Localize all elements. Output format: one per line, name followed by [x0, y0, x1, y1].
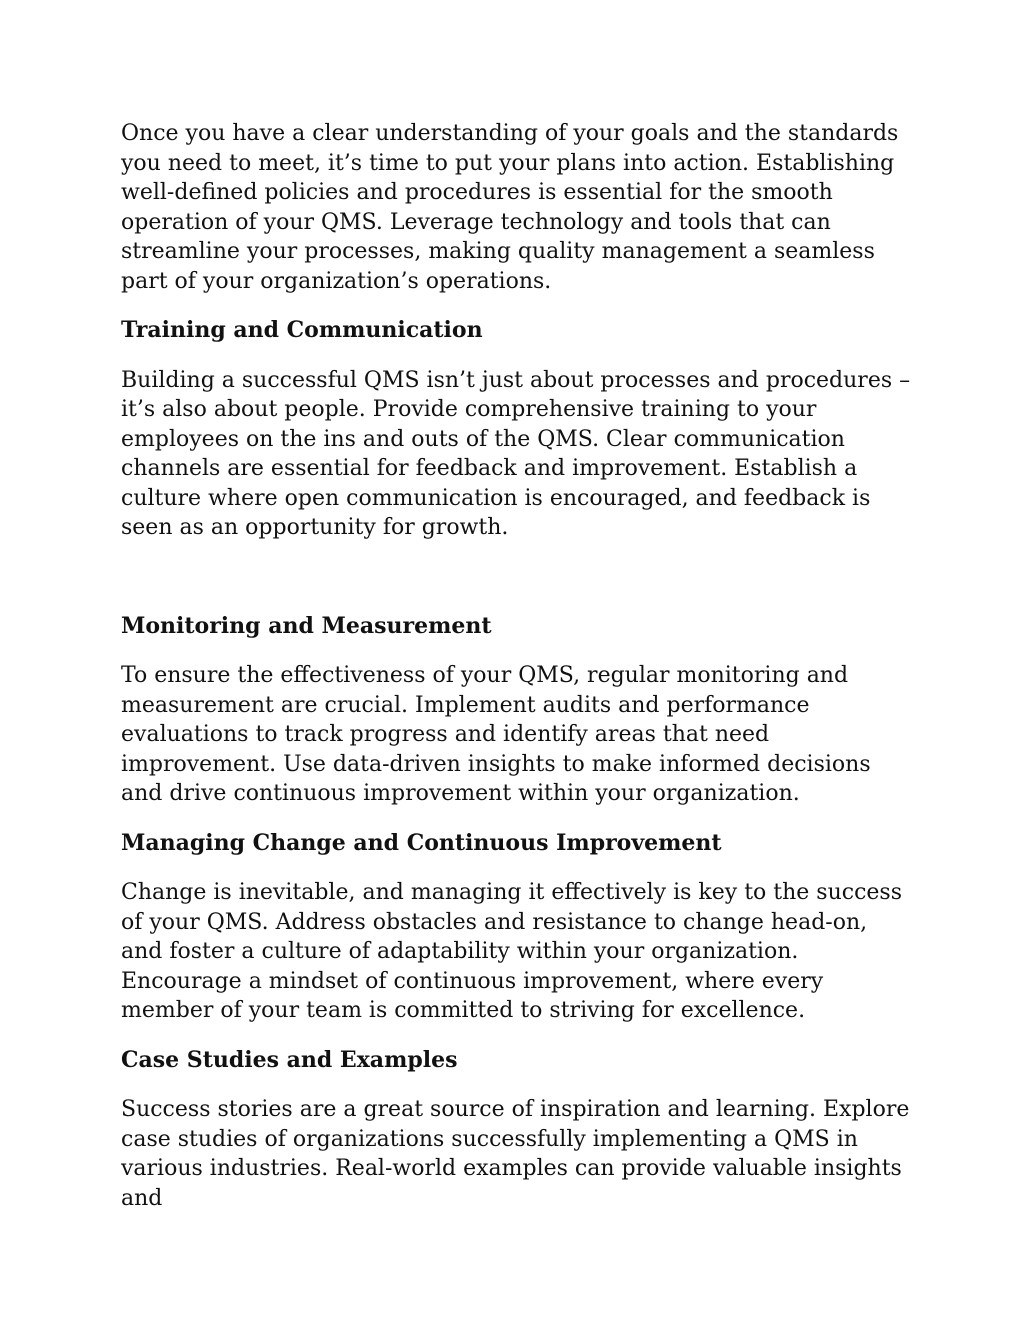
heading-managing-change: Managing Change and Continuous Improvement: [121, 829, 722, 856]
spacer: [121, 543, 911, 612]
spacer: [121, 809, 911, 829]
paragraph-managing-change: Change is inevitable, and managing it effectively is key to the success of your QMS. Address obstacles and resistance to change head-on, and foster a culture of adaptability within your organization. Encourage a mindset of continuous improvement, where every member of your team is committed to striving for excellence.: [121, 880, 902, 1023]
intro-paragraph: Once you have a clear understanding of your goals and the standards you need to meet, it’s time to put your plans into action. Establishing well-defined policies and procedures is essential for the smooth operation of your QMS. Leverage technology and tools that can streamline your processes, making quality management a seamless part of your organization’s operations.: [121, 121, 899, 294]
paragraph-training-communication: Building a successful QMS isn’t just about processes and procedures – it’s also about people. Provide comprehensive training to your employees on the ins and outs of the QMS. Clear communication channels are essential for feedback and improvement. Establish a culture where open communication is encouraged, and feedback is seen as an opportunity for growth.: [121, 367, 911, 540]
heading-monitoring-measurement: Monitoring and Measurement: [121, 612, 492, 639]
spacer: [121, 1075, 911, 1095]
spacer: [121, 346, 911, 366]
heading-case-studies: Case Studies and Examples: [121, 1046, 458, 1073]
document-page: [121, 119, 911, 1213]
spacer: [121, 858, 911, 878]
spacer: [121, 1026, 911, 1046]
heading-training-communication: Training and Communication: [121, 317, 483, 343]
paragraph-case-studies: Success stories are a great source of inspiration and learning. Explore case studies of organizations successfully implementing a QMS in various industries. Real-world examples can provide valuable insights and: [121, 1097, 910, 1211]
paragraph-monitoring-measurement: To ensure the effectiveness of your QMS, regular monitoring and measurement are crucial. Implement audits and performance evaluations to track progress and identify areas that need improvement. Use data-driven insights to make informed decisions and drive continuous improvement within your organization.: [121, 663, 871, 806]
spacer: [121, 296, 911, 316]
spacer: [121, 641, 911, 661]
